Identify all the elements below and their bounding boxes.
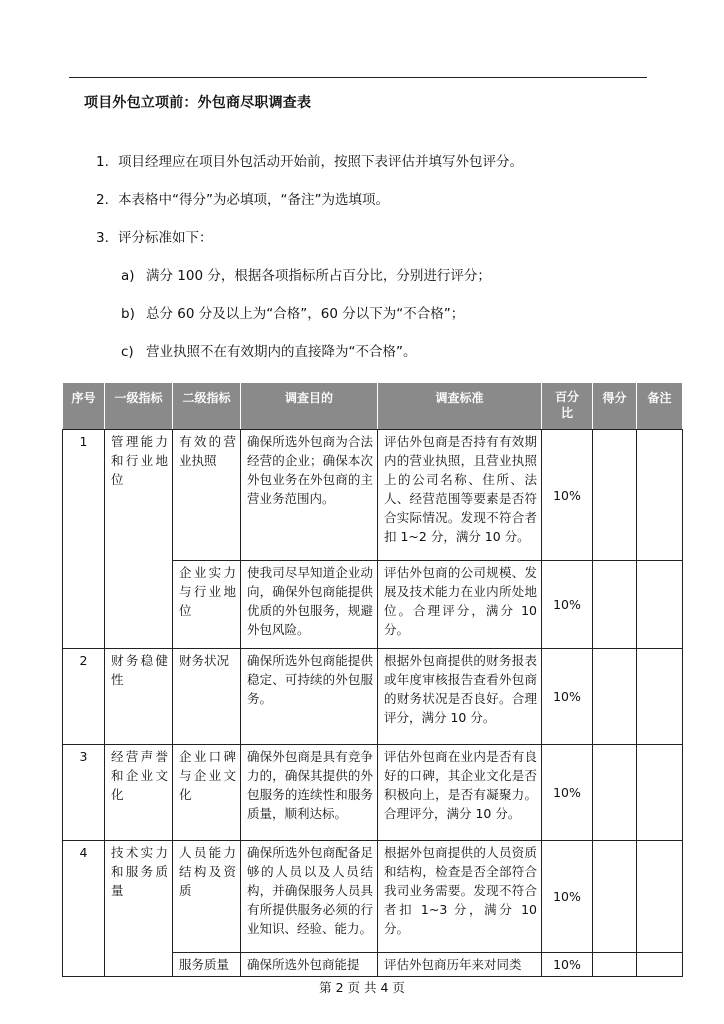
table-row bbox=[63, 745, 683, 841]
criterion-label: c) bbox=[121, 344, 134, 360]
criterion-label: a) bbox=[121, 268, 135, 284]
survey-purpose: 确保外包商是具有竞争力的，确保其提供的外包服务的连续性和服务质量，顺利达标。 bbox=[241, 745, 378, 841]
header-weight: 百分比 bbox=[542, 383, 593, 430]
header-no: 序号 bbox=[63, 383, 105, 430]
score-cell[interactable] bbox=[593, 649, 637, 745]
header-level2: 二级指标 bbox=[173, 383, 241, 430]
row-number: 1 bbox=[63, 430, 105, 649]
instruction-number: 2. bbox=[96, 192, 109, 208]
level1-indicator: 技术实力和服务质量 bbox=[105, 841, 173, 977]
criterion-a bbox=[121, 264, 491, 284]
survey-standard: 评估外包商的公司规模、发展及技术能力在业内所处地位。合理评分，满分 10 分。 bbox=[378, 561, 542, 649]
score-cell[interactable] bbox=[593, 953, 637, 977]
survey-standard: 根据外包商提供的人员资质和结构，检查是否全部符合我司业务需要。发现不符合者扣 1~3 分，满分 10 分。 bbox=[378, 841, 542, 953]
instruction-text: 项目经理应在项目外包活动开始前，按照下表评估并填写外包评分。 bbox=[118, 154, 523, 170]
criterion-c bbox=[121, 340, 417, 360]
header-level1: 一级指标 bbox=[105, 383, 173, 430]
table-row bbox=[63, 841, 683, 953]
criterion-text: 满分 100 分，根据各项指标所占百分比，分别进行评分； bbox=[146, 268, 491, 284]
table-row bbox=[63, 430, 683, 561]
level2-indicator: 服务质量 bbox=[173, 953, 241, 977]
weight-value: 10% bbox=[542, 841, 593, 953]
score-cell[interactable] bbox=[593, 430, 637, 561]
top-divider bbox=[69, 77, 647, 78]
level1-indicator: 财务稳健性 bbox=[105, 649, 173, 745]
criterion-text: 总分 60 分及以上为“合格”，60 分以下为“不合格”； bbox=[146, 306, 465, 322]
note-cell[interactable] bbox=[637, 953, 683, 977]
level2-indicator: 财务状况 bbox=[173, 649, 241, 745]
note-cell[interactable] bbox=[637, 745, 683, 841]
level1-indicator: 经营声誉和企业文化 bbox=[105, 745, 173, 841]
weight-value: 10% bbox=[542, 953, 593, 977]
note-cell[interactable] bbox=[637, 561, 683, 649]
row-number: 3 bbox=[63, 745, 105, 841]
instruction-number: 3. bbox=[96, 230, 109, 246]
table-header-row bbox=[63, 383, 683, 430]
instruction-3 bbox=[96, 226, 213, 246]
instruction-1 bbox=[96, 150, 523, 170]
instruction-number: 1. bbox=[96, 154, 109, 170]
row-number: 4 bbox=[63, 841, 105, 977]
level2-indicator: 有效的营业执照 bbox=[173, 430, 241, 561]
header-note: 备注 bbox=[637, 383, 683, 430]
header-score: 得分 bbox=[593, 383, 637, 430]
header-standard: 调查标准 bbox=[378, 383, 542, 430]
survey-purpose: 确保所选外包商配备足够的人员以及人员结构，并确保服务人员具有所提供服务必须的行业知识、经验、能力。 bbox=[241, 841, 378, 953]
table-row bbox=[63, 649, 683, 745]
survey-purpose: 确保所选外包商能提供稳定、可持续的外包服务。 bbox=[241, 649, 378, 745]
row-number: 2 bbox=[63, 649, 105, 745]
level2-indicator: 企业实力与行业地位 bbox=[173, 561, 241, 649]
instruction-text: 评分标准如下： bbox=[118, 230, 213, 246]
survey-standard: 根据外包商提供的财务报表或年度审核报告查看外包商的财务状况是否良好。合理评分，满分 10 分。 bbox=[378, 649, 542, 745]
note-cell[interactable] bbox=[637, 430, 683, 561]
weight-value: 10% bbox=[542, 430, 593, 561]
header-purpose: 调查目的 bbox=[241, 383, 378, 430]
due-diligence-table bbox=[62, 382, 683, 977]
survey-standard: 评估外包商在业内是否有良好的口碑，其企业文化是否积极向上，是否有凝聚力。合理评分，满分 10 分。 bbox=[378, 745, 542, 841]
level1-indicator: 管理能力和行业地位 bbox=[105, 430, 173, 649]
instruction-2 bbox=[96, 188, 389, 208]
weight-value: 10% bbox=[542, 745, 593, 841]
survey-standard: 评估外包商是否持有有效期内的营业执照，且营业执照上的公司名称、住所、法人、经营范围等要素是否符合实际情况。发现不符合者扣 1~2 分，满分 10 分。 bbox=[378, 430, 542, 561]
survey-purpose: 使我司尽早知道企业动向，确保外包商能提供优质的外包服务，规避外包风险。 bbox=[241, 561, 378, 649]
survey-standard: 评估外包商历年来对同类 bbox=[378, 953, 542, 977]
survey-purpose: 确保所选外包商能提 bbox=[241, 953, 378, 977]
score-cell[interactable] bbox=[593, 745, 637, 841]
score-cell[interactable] bbox=[593, 561, 637, 649]
weight-value: 10% bbox=[542, 649, 593, 745]
level2-indicator: 企业口碑与企业文化 bbox=[173, 745, 241, 841]
score-cell[interactable] bbox=[593, 841, 637, 953]
criterion-text: 营业执照不在有效期内的直接降为“不合格”。 bbox=[146, 344, 417, 360]
note-cell[interactable] bbox=[637, 841, 683, 953]
criterion-b bbox=[121, 302, 464, 322]
weight-value: 10% bbox=[542, 561, 593, 649]
instruction-text: 本表格中“得分”为必填项，“备注”为选填项。 bbox=[118, 192, 389, 208]
page-footer: 第 2 页 共 4 页 bbox=[319, 980, 405, 995]
criterion-label: b) bbox=[121, 306, 135, 322]
note-cell[interactable] bbox=[637, 649, 683, 745]
document-title: 项目外包立项前：外包商尽职调查表 bbox=[84, 95, 312, 111]
survey-purpose: 确保所选外包商为合法经营的企业；确保本次外包业务在外包商的主营业务范围内。 bbox=[241, 430, 378, 561]
level2-indicator: 人员能力结构及资质 bbox=[173, 841, 241, 953]
